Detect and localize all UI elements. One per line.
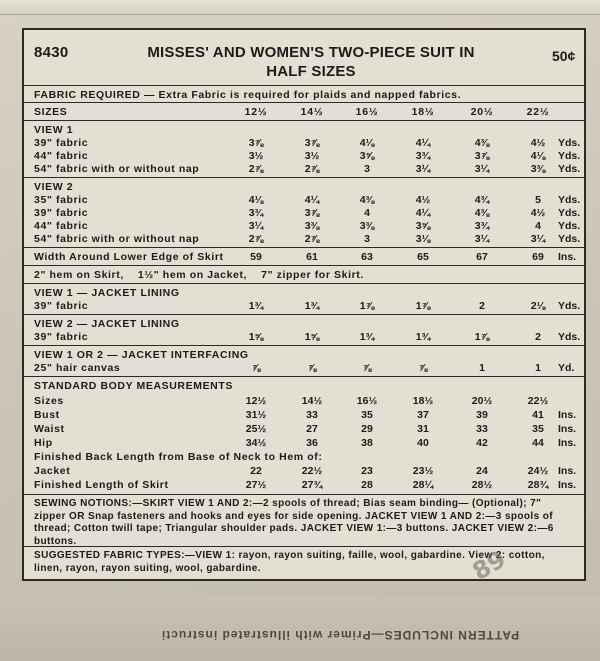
price: 50¢ [552, 48, 576, 64]
divider [24, 376, 584, 377]
table-row: 44" fabric 3¼ 3⅜ 3⅜ 3⅝ 3¾ 4 Yds. [34, 220, 581, 232]
stamp-mark: 89 [467, 544, 511, 586]
divider [24, 345, 584, 346]
title-line-1: MISSES' AND WOMEN'S TWO-PIECE SUIT IN [147, 44, 475, 61]
hem-note: 2" hem on Skirt, 1½" hem on Jacket, 7" zipper for Skirt. [34, 269, 364, 281]
table-row: 39" fabric 1¾ 1¾ 1⅞ 1⅞ 2 2⅛ Yds. [34, 300, 581, 312]
view2-lining-title: VIEW 2 — JACKET LINING [34, 318, 180, 330]
fabric-required-note: FABRIC REQUIRED — Extra Fabric is required for plaids and napped fabrics. [34, 89, 462, 101]
divider [24, 247, 584, 248]
pattern-number: 8430 [34, 44, 69, 61]
divider [24, 177, 584, 178]
divider [24, 314, 584, 315]
suggested-fabrics: SUGGESTED FABRIC TYPES:—VIEW 1: rayon, rayon suiting, faille, wool, gabardine. View 2: cotton, linen, rayon, rayon suiting, wool, gabardine. [34, 550, 545, 574]
table-row: 35" fabric 4⅛ 4¼ 4⅜ 4½ 4¾ 5 Yds. [34, 194, 581, 206]
view1-lining-title: VIEW 1 — JACKET LINING [34, 287, 180, 299]
table-row: 39" fabric 1⅝ 1⅝ 1¾ 1¾ 1⅞ 2 Yds. [34, 331, 581, 343]
divider [24, 265, 584, 266]
sizes-header-row: SIZES 12½ 14½ 16½ 18½ 20½ 22½ [34, 106, 550, 118]
back-length-note: Finished Back Length from Base of Neck to Hem of: [34, 451, 323, 463]
skirt-width-row: Width Around Lower Edge of Skirt 59 61 63 65 67 69 Ins. [34, 251, 577, 263]
divider [24, 494, 584, 495]
table-row: Hip 34½ 36 38 40 42 44 Ins. [34, 437, 577, 449]
divider [24, 102, 584, 103]
table-row: Bust 31½ 33 35 37 39 41 Ins. [34, 409, 577, 421]
table-row: Sizes 12½ 14½ 16½ 18½ 20½ 22½ [34, 395, 549, 407]
table-row: 39" fabric 3⅞ 3⅞ 4⅛ 4¼ 4⅜ 4½ Yds. [34, 137, 581, 149]
table-row: 25" hair canvas ⅞ ⅞ ⅞ ⅞ 1 1 Yd. [34, 362, 575, 374]
table-row: 44" fabric 3½ 3½ 3⅝ 3¾ 3⅞ 4⅛ Yds. [34, 150, 581, 162]
pattern-info-panel [22, 28, 586, 581]
envelope-top-flap [0, 0, 600, 15]
divider [24, 283, 584, 284]
table-row: 54" fabric with or without nap 2⅞ 2⅞ 3 3⅛ 3¼ 3¼ Yds. [34, 233, 581, 245]
divider [24, 120, 584, 121]
pattern-includes-text: PATTERN INCLUDES—Primer with illustrated instructi [160, 628, 520, 642]
table-row: Waist 25½ 27 29 31 33 35 Ins. [34, 423, 577, 435]
table-row: 54" fabric with or without nap 2⅞ 2⅞ 3 3¼ 3¼ 3⅜ Yds. [34, 163, 581, 175]
view2-title: VIEW 2 [34, 181, 74, 193]
table-row: 39" fabric 3¾ 3⅞ 4 4¼ 4⅜ 4½ Yds. [34, 207, 581, 219]
view1-title: VIEW 1 [34, 124, 74, 136]
table-row: Finished Length of Skirt 27½ 27¾ 28 28¼ 28½ 28¾ Ins. [34, 479, 577, 491]
interfacing-title: VIEW 1 OR 2 — JACKET INTERFACING [34, 349, 249, 361]
sewing-notions: SEWING NOTIONS:—SKIRT VIEW 1 AND 2:—2 spools of thread; Bias seam binding— (Optional); 7" zipper OR Snap fasteners and hooks and eyes for side opening. JACKET VIEW 1 AND 2:—3 spools of thread; Cotton twill tape; Triangular shoulder pads. JACKET VIEW 1:—3 buttons. JACKET VIEW 2:—6 buttons. [34, 498, 554, 547]
table-row: Jacket 22 22½ 23 23½ 24 24½ Ins. [34, 465, 577, 477]
title-line-2: HALF SIZES [266, 63, 356, 80]
divider [24, 85, 584, 86]
body-measurements-title: STANDARD BODY MEASUREMENTS [34, 380, 233, 392]
